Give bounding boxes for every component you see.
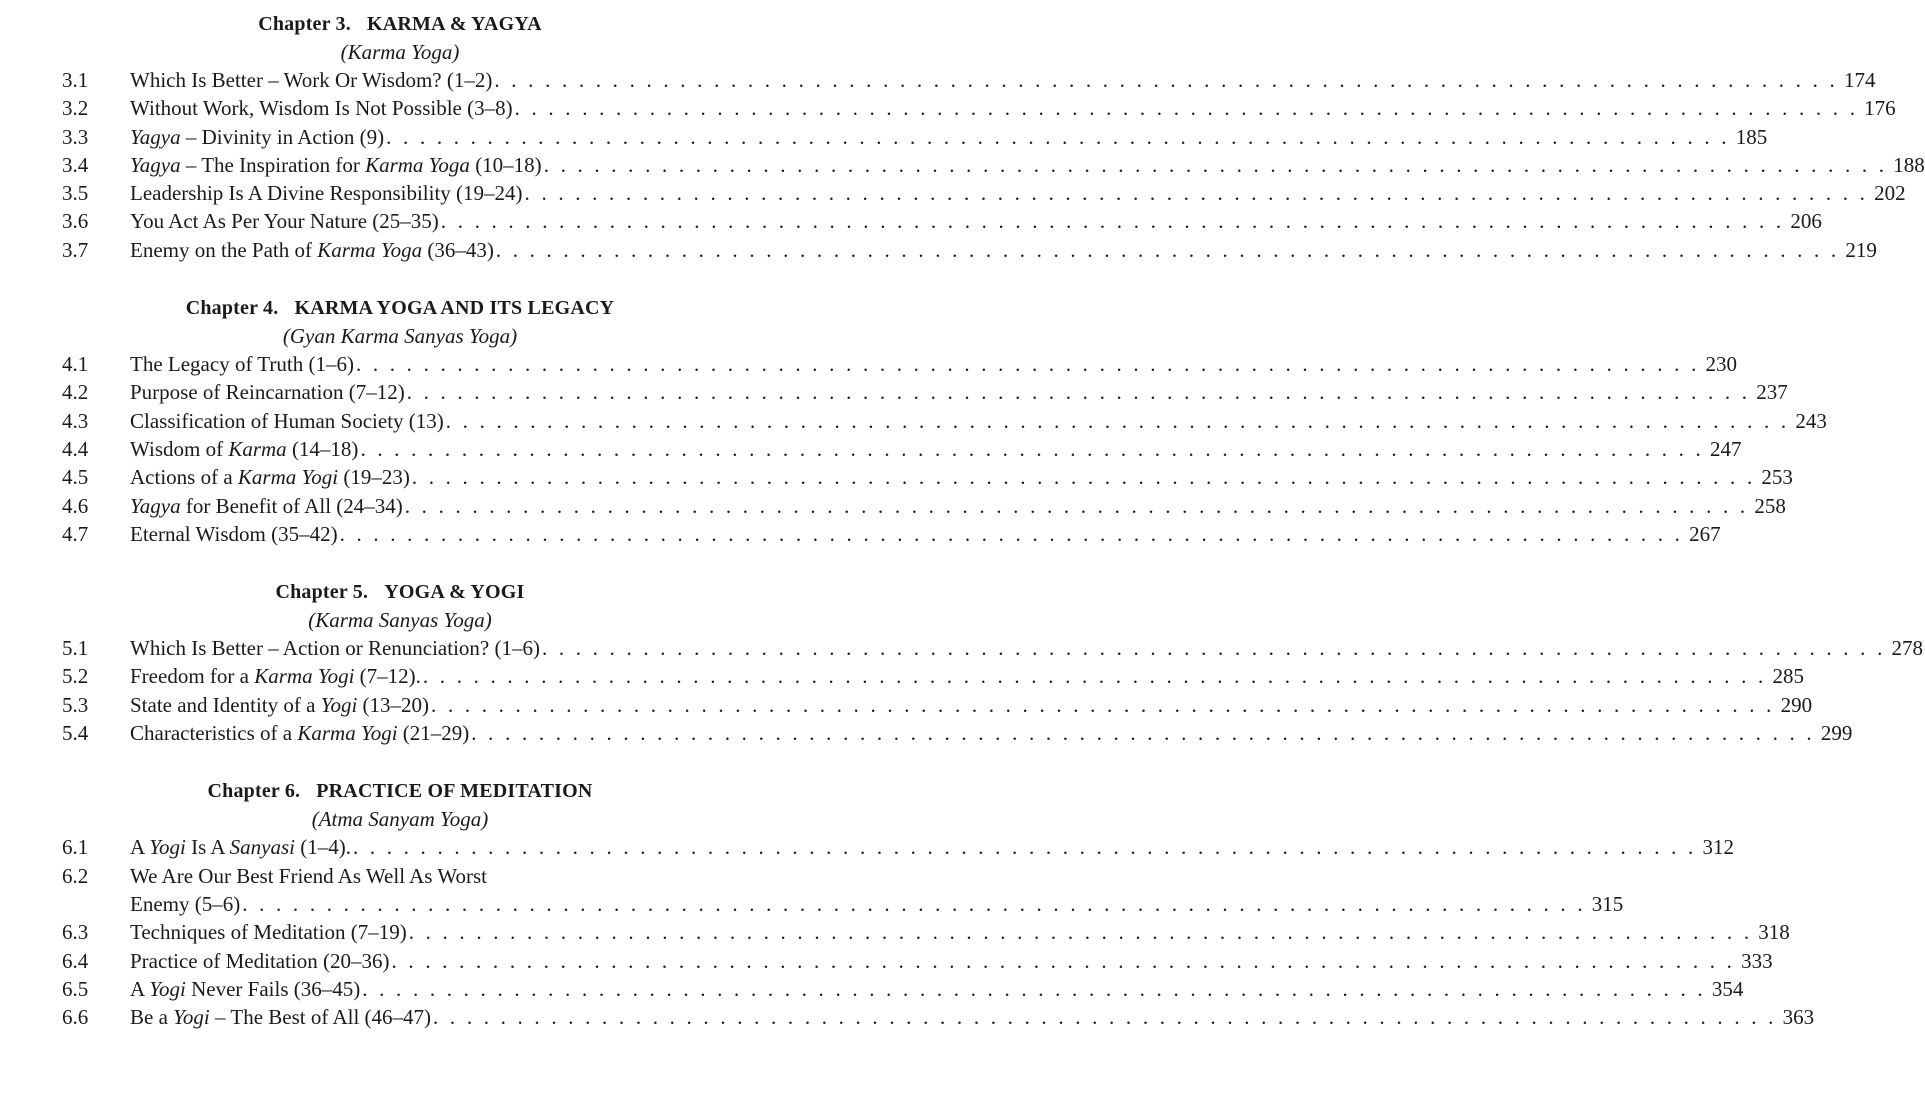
entry-title: [130, 407, 444, 435]
chapter-label: Chapter 3.: [258, 13, 351, 35]
entry-title: [130, 862, 487, 890]
entry-title: [130, 719, 469, 747]
dot-leader: . . . . . . . . . . . . . . . . . . . . . . . . . . . . . . . . . . . . . . . . . . . . . . . . . . . . . . . . . . . . . . . . . . . . . . . . . . . . . . . .: [514, 96, 1859, 121]
title-segment: Leadership Is A Divine Responsibility (19–24): [130, 181, 523, 206]
entry-title: [130, 947, 390, 975]
dot-leader: . . . . . . . . . . . . . . . . . . . . . . . . . . . . . . . . . . . . . . . . . . . . . . . . . . . . . . . . . . . . . . . . . . . . . . . . . . . . . . . .: [433, 1005, 1777, 1030]
toc-entry: [0, 634, 1924, 662]
page-number: 188: [1893, 152, 1925, 177]
page-number: 333: [1741, 948, 1773, 973]
page-number: 285: [1772, 664, 1804, 689]
title-segment: Enemy on the Path of: [130, 237, 318, 262]
title-segment: Karma Yogi: [237, 465, 339, 490]
entry-title: [130, 378, 405, 406]
entry-title: [130, 975, 360, 1003]
entry-title: [130, 123, 384, 151]
dot-leader: . . . . . . . . . . . . . . . . . . . . . . . . . . . . . . . . . . . . . . . . . . . . . . . . . . . . . . . . . . . . . . . . . . . . . . . . . . . . . . . .: [541, 636, 1886, 661]
dot-leader: . . . . . . . . . . . . . . . . . . . . . . . . . . . . . . . . . . . . . . . . . . . . . . . . . . . . . . . . . . . . . . . . . . . . . . . . . . . . . . . .: [362, 976, 1706, 1001]
entry-title-continuation: Enemy (5–6): [130, 891, 241, 916]
entry-title: [130, 66, 492, 94]
toc-entry: [0, 378, 1788, 406]
chapter-subtitle: (Atma Sanyam Yoga): [311, 807, 489, 832]
chapter-section: [0, 777, 1815, 1031]
title-segment: Karma Yoga: [365, 152, 470, 177]
section-number: 6.4: [62, 948, 89, 973]
title-segment: Yogi: [149, 976, 186, 1001]
section-number: 6.5: [62, 976, 89, 1001]
title-segment: (10–18): [469, 152, 542, 177]
page-number: 278: [1891, 636, 1924, 661]
dot-leader: . . . . . . . . . . . . . . . . . . . . . . . . . . . . . . . . . . . . . . . . . . . . . . . . . . . . . . . . . . . . . . . . . . . . . . . . . . . . . . . .: [495, 237, 1840, 262]
title-segment: (13–20): [357, 692, 430, 717]
entry-title: [130, 492, 403, 520]
section-number: 3.7: [62, 237, 89, 262]
title-segment: Be a: [130, 1005, 174, 1030]
section-number: 4.3: [62, 408, 89, 433]
page-number: 230: [1705, 352, 1738, 377]
chapter-section: [0, 10, 1925, 264]
title-segment: – The Inspiration for: [180, 152, 366, 177]
dot-leader: . . . . . . . . . . . . . . . . . . . . . . . . . . . . . . . . . . . . . . . . . . . . . . . . . . . . . . . . . . . . . . . . . . . . . . . . . . . . . . . .: [352, 835, 1697, 860]
page-number: 363: [1782, 1005, 1815, 1030]
chapter-title: YOGA & YOGI: [384, 581, 525, 604]
section-number: 3.3: [62, 124, 89, 149]
page-number: 258: [1754, 493, 1786, 518]
section-number: 4.5: [62, 465, 89, 490]
dot-leader: . . . . . . . . . . . . . . . . . . . . . . . . . . . . . . . . . . . . . . . . . . . . . . . . . . . . . . . . . . . . . . . . . . . . . . . . . . . . . . . .: [406, 380, 1751, 405]
chapter-heading: [0, 10, 780, 38]
section-number: 4.4: [62, 436, 89, 461]
toc-entry: [0, 862, 695, 890]
entry-title: [130, 463, 410, 491]
page-number: 290: [1780, 692, 1813, 717]
section-number: 4.1: [62, 352, 89, 377]
page-number: 176: [1864, 96, 1896, 121]
toc-entry: [0, 463, 1793, 491]
title-segment: Which Is Better – Work Or Wisdom? (1–2): [130, 68, 493, 92]
page-number: 174: [1843, 68, 1876, 92]
title-segment: Never Fails (36–45): [185, 976, 361, 1001]
title-segment: (19–23): [338, 465, 410, 490]
chapter-label: Chapter 5.: [275, 581, 369, 604]
section-number: 3.1: [62, 68, 89, 92]
dot-leader: . . . . . . . . . . . . . . . . . . . . . . . . . . . . . . . . . . . . . . . . . . . . . . . . . . . . . . . . . . . . . . . . . . . . . . . . . . . . . . . .: [360, 436, 1704, 461]
page-number: 206: [1790, 209, 1822, 234]
section-number: 5.4: [62, 721, 89, 746]
toc-entry: [0, 236, 1877, 264]
title-segment: Yagya: [130, 493, 181, 518]
title-segment: Classification of Human Society (13): [130, 408, 444, 433]
page-number: 253: [1761, 465, 1793, 490]
entry-title: [130, 151, 542, 179]
section-number: 3.6: [62, 209, 89, 234]
page-number: 185: [1735, 124, 1768, 149]
title-segment: Yogi: [173, 1005, 210, 1030]
page-number: 354: [1711, 976, 1744, 1001]
dot-leader: . . . . . . . . . . . . . . . . . . . . . . . . . . . . . . . . . . . . . . . . . . . . . . . . . . . . . . . . . . . . . . . . . . . . . . . . . . . . . . . .: [494, 68, 1838, 92]
toc-entry: [0, 719, 1853, 747]
title-segment: Karma Yogi: [297, 721, 398, 746]
page-number: 237: [1756, 380, 1788, 405]
chapter-label: Chapter 4.: [185, 297, 279, 320]
entry-title: [130, 918, 407, 946]
section-number: 4.7: [62, 521, 89, 546]
title-segment: We Are Our Best Friend As Well As Worst: [130, 863, 487, 888]
toc-entry: [0, 207, 1822, 235]
section-number: 5.2: [62, 664, 89, 689]
dot-leader: . . . . . . . . . . . . . . . . . . . . . . . . . . . . . . . . . . . . . . . . . . . . . . . . . . . . . . . . . . . . . . . . . . . . . . . . . . . . . . . .: [408, 920, 1753, 945]
chapter-title: KARMA & YAGYA: [366, 13, 542, 35]
title-segment: Without Work, Wisdom Is Not Possible (3–8): [130, 96, 513, 121]
toc-entry: [0, 947, 1773, 975]
chapter-subtitle: (Karma Yoga): [340, 40, 460, 64]
toc-entry: [0, 94, 1896, 122]
page-number: 219: [1845, 237, 1877, 262]
title-segment: (7–12).: [354, 664, 421, 689]
chapter-subtitle: (Karma Sanyas Yoga): [308, 608, 492, 633]
section-number: 6.3: [62, 920, 89, 945]
title-segment: (36–43): [422, 237, 494, 262]
section-number: 3.5: [62, 181, 89, 206]
page-number: 267: [1689, 521, 1721, 546]
entry-title: [130, 1003, 431, 1031]
toc-entry: [0, 520, 1721, 548]
title-segment: Purpose of Reincarnation (7–12): [130, 380, 405, 405]
title-segment: The Legacy of Truth (1–6): [130, 352, 354, 377]
chapter-title: KARMA YOGA AND ITS LEGACY: [294, 297, 615, 320]
title-segment: Yagya: [130, 152, 181, 177]
title-segment: (1–4).: [294, 835, 351, 860]
dot-leader: . . . . . . . . . . . . . . . . . . . . . . . . . . . . . . . . . . . . . . . . . . . . . . . . . . . . . . . . . . . . . . . . . . . . . . . . . . . . . . . .: [391, 948, 1736, 973]
chapter-heading: [0, 578, 780, 606]
toc-entry: [0, 492, 1786, 520]
dot-leader: . . . . . . . . . . . . . . . . . . . . . . . . . . . . . . . . . . . . . . . . . . . . . . . . . . . . . . . . . . . . . . . . . . . . . . . . . . . . . . . .: [339, 521, 1684, 546]
toc-entry-continuation: [0, 890, 1624, 918]
section-number: 6.2: [62, 863, 89, 888]
page-number: 243: [1795, 408, 1827, 433]
title-segment: Characteristics of a: [130, 721, 298, 746]
title-segment: Is A: [185, 835, 230, 860]
dot-leader: . . . . . . . . . . . . . . . . . . . . . . . . . . . . . . . . . . . . . . . . . . . . . . . . . . . . . . . . . . . . . . . . . . . . . . . . . . . . . . . .: [355, 352, 1700, 377]
title-segment: Yogi: [320, 692, 358, 717]
entry-title: [130, 350, 354, 378]
dot-leader: . . . . . . . . . . . . . . . . . . . . . . . . . . . . . . . . . . . . . . . . . . . . . . . . . . . . . . . . . . . . . . . . . . . . . . . . . . . . . . . .: [445, 408, 1790, 433]
title-segment: (21–29): [397, 721, 470, 746]
title-segment: – The Best of All (46–47): [209, 1005, 432, 1030]
title-segment: Practice of Meditation (20–36): [130, 948, 390, 973]
toc-entry: [0, 662, 1804, 690]
toc-entry: [0, 975, 1744, 1003]
section-number: 6.1: [62, 835, 89, 860]
dot-leader: . . . . . . . . . . . . . . . . . . . . . . . . . . . . . . . . . . . . . . . . . . . . . . . . . . . . . . . . . . . . . . . . . . . . . . . . . . . . . . . .: [524, 181, 1869, 206]
title-segment: for Benefit of All (24–34): [180, 493, 403, 518]
toc-entry: [0, 918, 1790, 946]
entry-title: [130, 236, 494, 264]
title-segment: Karma Yoga: [317, 237, 423, 262]
title-segment: Which Is Better – Action or Renunciation? (1–6): [130, 636, 540, 661]
section-number: 5.3: [62, 692, 89, 717]
page-number: 247: [1710, 436, 1742, 461]
chapter-section: [0, 578, 1924, 747]
page-number: 299: [1820, 721, 1853, 746]
title-segment: A: [130, 976, 150, 1001]
entry-title: [130, 435, 358, 463]
toc-entry: [0, 123, 1768, 151]
title-segment: Karma Yogi: [254, 664, 355, 689]
entry-title: [130, 833, 351, 861]
chapter-heading: [0, 294, 780, 322]
dot-leader: . . . . . . . . . . . . . . . . . . . . . . . . . . . . . . . . . . . . . . . . . . . . . . . . . . . . . . . . . . . . . . . . . . . . . . . . . . . . . . . .: [422, 664, 1767, 689]
entry-title: [130, 94, 513, 122]
toc-entry: [0, 407, 1827, 435]
entry-title: [130, 634, 540, 662]
section-number: 3.2: [62, 96, 89, 121]
toc-entry: [0, 691, 1813, 719]
title-segment: Eternal Wisdom (35–42): [130, 521, 338, 546]
section-number: 5.1: [62, 636, 89, 661]
dot-leader: . . . . . . . . . . . . . . . . . . . . . . . . . . . . . . . . . . . . . . . . . . . . . . . . . . . . . . . . . . . . . . . . . . . . . . . . . . . . . . . .: [543, 152, 1888, 177]
title-segment: – Divinity in Action (9): [180, 124, 385, 149]
dot-leader: . . . . . . . . . . . . . . . . . . . . . . . . . . . . . . . . . . . . . . . . . . . . . . . . . . . . . . . . . . . . . . . . . . . . . . . . . . . . . . . .: [242, 891, 1586, 916]
section-number: 4.6: [62, 493, 89, 518]
title-segment: Wisdom of: [130, 436, 229, 461]
dot-leader: . . . . . . . . . . . . . . . . . . . . . . . . . . . . . . . . . . . . . . . . . . . . . . . . . . . . . . . . . . . . . . . . . . . . . . . . . . . . . . . .: [386, 124, 1730, 149]
page-number: 315: [1591, 891, 1624, 916]
title-segment: Techniques of Meditation (7–19): [130, 920, 407, 945]
title-segment: Yogi: [149, 835, 186, 860]
table-of-contents: [0, 10, 1925, 1061]
dot-leader: . . . . . . . . . . . . . . . . . . . . . . . . . . . . . . . . . . . . . . . . . . . . . . . . . . . . . . . . . . . . . . . . . . . . . . . . . . . . . . . .: [471, 721, 1815, 746]
dot-leader: . . . . . . . . . . . . . . . . . . . . . . . . . . . . . . . . . . . . . . . . . . . . . . . . . . . . . . . . . . . . . . . . . . . . . . . . . . . . . . . .: [411, 465, 1756, 490]
page-number: 312: [1702, 835, 1735, 860]
chapter-heading: [0, 777, 780, 805]
section-number: 6.6: [62, 1005, 89, 1030]
title-segment: A: [130, 835, 150, 860]
section-number: 4.2: [62, 380, 89, 405]
toc-entry: [0, 435, 1742, 463]
toc-entry: [0, 179, 1906, 207]
chapter-section: [0, 294, 1827, 548]
title-segment: Actions of a: [130, 465, 238, 490]
entry-title: [130, 691, 429, 719]
chapter-label: Chapter 6.: [207, 780, 301, 803]
entry-title: [130, 662, 421, 690]
title-segment: You Act As Per Your Nature (25–35): [130, 209, 439, 234]
entry-title: [130, 520, 338, 548]
entry-title: [130, 207, 439, 235]
toc-entry: [0, 833, 1735, 861]
dot-leader: . . . . . . . . . . . . . . . . . . . . . . . . . . . . . . . . . . . . . . . . . . . . . . . . . . . . . . . . . . . . . . . . . . . . . . . . . . . . . . . .: [440, 209, 1785, 234]
title-segment: Freedom for a: [130, 664, 255, 689]
title-segment: (14–18): [286, 436, 359, 461]
title-segment: Yagya: [130, 124, 181, 149]
dot-leader: . . . . . . . . . . . . . . . . . . . . . . . . . . . . . . . . . . . . . . . . . . . . . . . . . . . . . . . . . . . . . . . . . . . . . . . . . . . . . . . .: [404, 493, 1749, 518]
toc-entry: [0, 66, 1876, 94]
page-number: 318: [1758, 920, 1790, 945]
toc-entry: [0, 151, 1925, 179]
title-segment: State and Identity of a: [130, 692, 321, 717]
title-segment: Karma: [228, 436, 287, 461]
dot-leader: . . . . . . . . . . . . . . . . . . . . . . . . . . . . . . . . . . . . . . . . . . . . . . . . . . . . . . . . . . . . . . . . . . . . . . . . . . . . . . . .: [431, 692, 1775, 717]
page-number: 202: [1874, 181, 1906, 206]
entry-title: [130, 179, 523, 207]
section-number: 3.4: [62, 152, 89, 177]
chapter-subtitle: (Gyan Karma Sanyas Yoga): [282, 324, 518, 349]
title-segment: Sanyasi: [229, 835, 295, 860]
toc-entry: [0, 350, 1738, 378]
chapter-title: PRACTICE OF MEDITATION: [316, 780, 593, 803]
toc-entry: [0, 1003, 1815, 1031]
